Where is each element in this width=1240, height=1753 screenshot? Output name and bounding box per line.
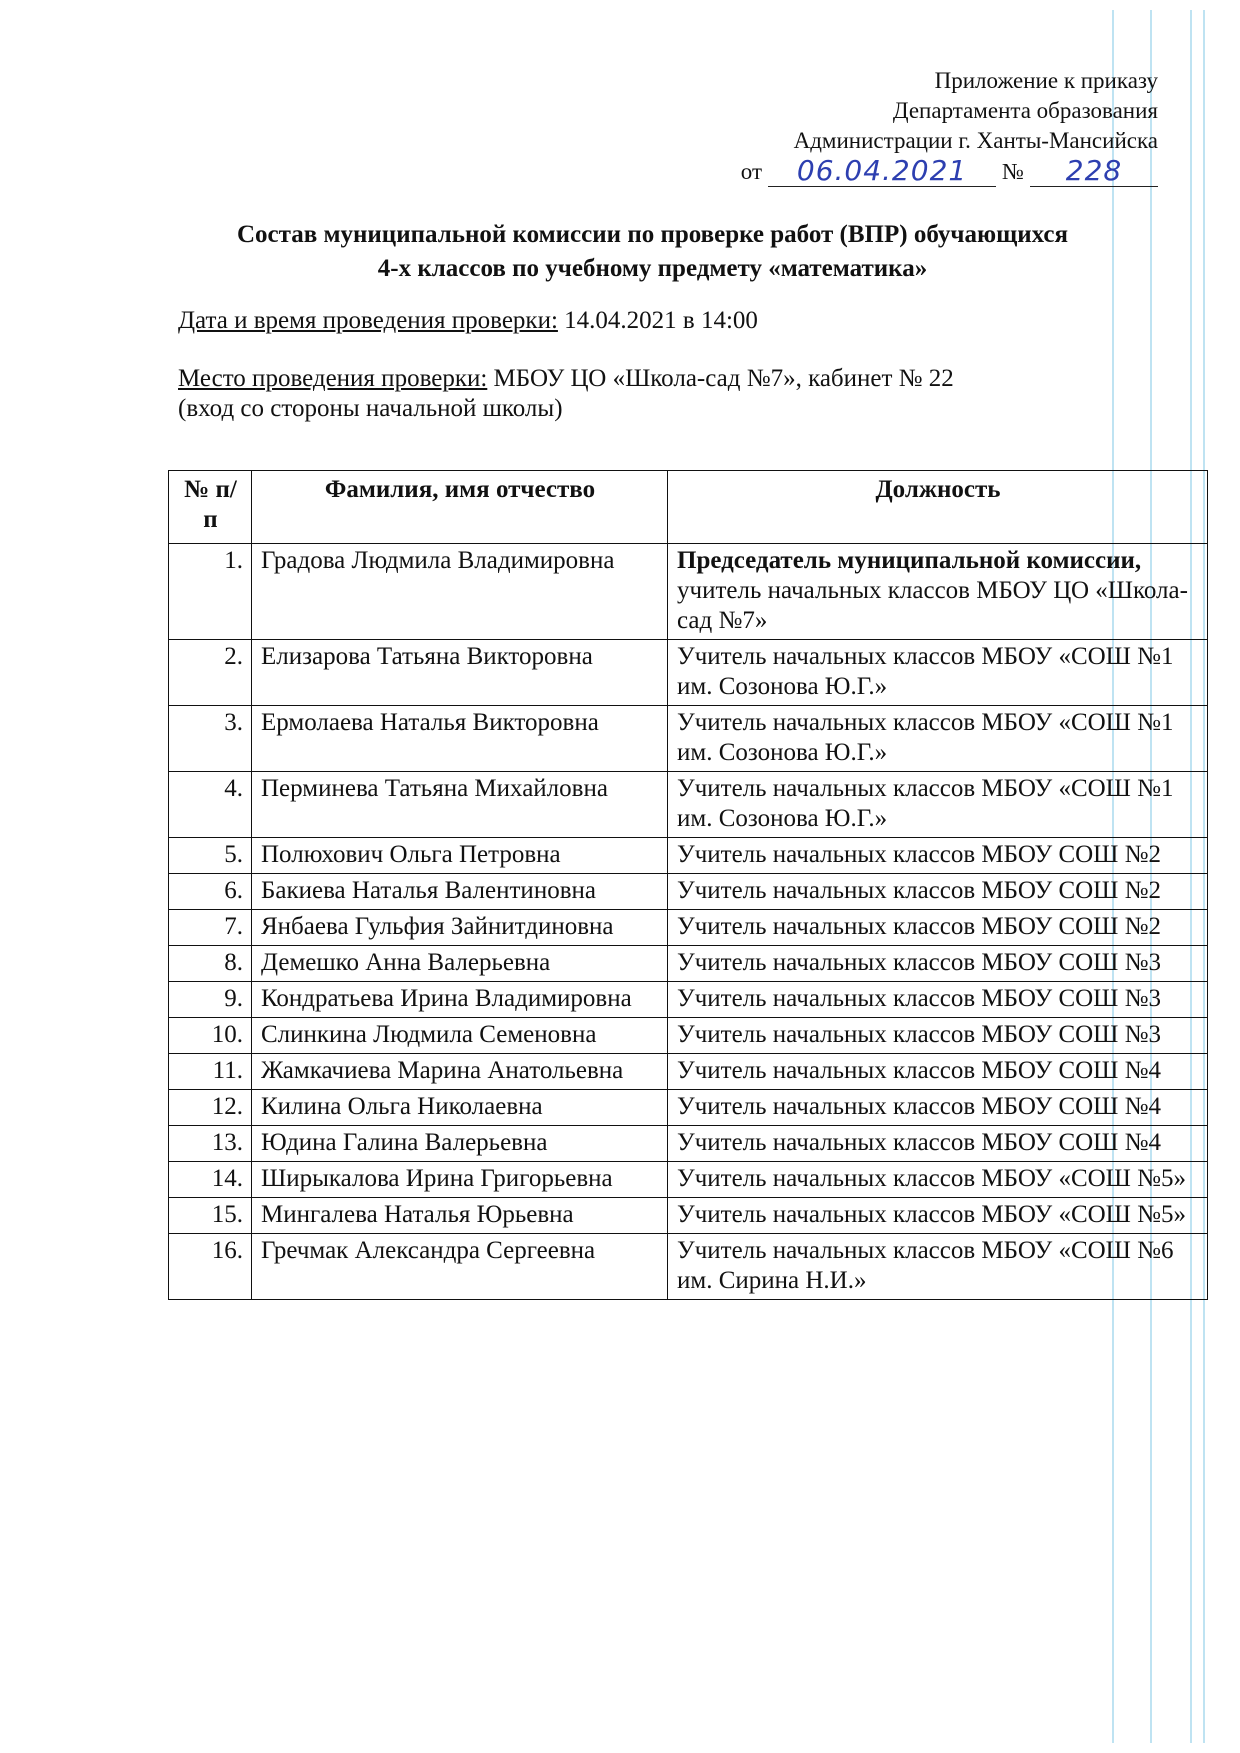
position-text: Учитель начальных классов МБОУ «СОШ №5» <box>677 1201 1186 1228</box>
number-label: № <box>1002 159 1024 184</box>
member-name: Ширыкалова Ирина Григорьевна <box>252 1162 668 1198</box>
table-row <box>169 544 1208 640</box>
row-number: 16. <box>169 1234 252 1300</box>
appendix-line: Администрации г. Ханты-Мансийска <box>793 128 1158 153</box>
position-text: Учитель начальных классов МБОУ «СОШ №1 им. Созонова Ю.Г.» <box>677 643 1174 700</box>
member-name: Перминева Татьяна Михайловна <box>252 772 668 838</box>
table-row <box>169 910 1208 946</box>
check-place-label: Место проведения проверки: <box>178 365 488 392</box>
check-datetime <box>178 306 1138 336</box>
member-name: Кондратьева Ирина Владимировна <box>252 982 668 1018</box>
order-date-handwritten: 06.04.2021 <box>768 156 996 187</box>
row-number: 15. <box>169 1198 252 1234</box>
title-line: 4-х классов по учебному предмету «математика» <box>377 255 928 282</box>
member-name: Мингалева Наталья Юрьевна <box>252 1198 668 1234</box>
member-position <box>668 946 1208 982</box>
position-text: Учитель начальных классов МБОУ СОШ №4 <box>677 1129 1161 1156</box>
row-number: 9. <box>169 982 252 1018</box>
position-text: Учитель начальных классов МБОУ «СОШ №5» <box>677 1165 1186 1192</box>
member-name: Ермолаева Наталья Викторовна <box>252 706 668 772</box>
row-number: 2. <box>169 640 252 706</box>
member-name: Полюхович Ольга Петровна <box>252 838 668 874</box>
check-place <box>178 364 1138 424</box>
row-number: 6. <box>169 874 252 910</box>
member-name: Жамкачиева Марина Анатольевна <box>252 1054 668 1090</box>
table-row <box>169 640 1208 706</box>
member-position <box>668 1162 1208 1198</box>
member-position <box>668 1234 1208 1300</box>
document-title <box>150 218 1155 286</box>
position-text: Учитель начальных классов МБОУ СОШ №3 <box>677 949 1161 976</box>
member-name: Гречмак Александра Сергеевна <box>252 1234 668 1300</box>
check-place-value: МБОУ ЦО «Школа-сад №7», кабинет № 22 <box>487 365 954 392</box>
member-position <box>668 1126 1208 1162</box>
check-place-note: (вход со стороны начальной школы) <box>178 395 563 422</box>
table-row <box>169 1018 1208 1054</box>
order-reference <box>741 156 1158 187</box>
member-name: Градова Людмила Владимировна <box>252 544 668 640</box>
member-position <box>668 640 1208 706</box>
member-position <box>668 910 1208 946</box>
position-text: Учитель начальных классов МБОУ СОШ №2 <box>677 877 1161 904</box>
check-datetime-value: 14.04.2021 в 14:00 <box>557 307 758 334</box>
table-row <box>169 706 1208 772</box>
table-row <box>169 982 1208 1018</box>
table-row <box>169 1090 1208 1126</box>
member-name: Демешко Анна Валерьевна <box>252 946 668 982</box>
check-datetime-label: Дата и время проведения проверки: <box>178 307 558 334</box>
row-number: 14. <box>169 1162 252 1198</box>
table-row <box>169 1054 1208 1090</box>
row-number: 8. <box>169 946 252 982</box>
position-text: Учитель начальных классов МБОУ «СОШ №1 им. Созонова Ю.Г.» <box>677 775 1174 832</box>
member-name: Елизарова Татьяна Викторовна <box>252 640 668 706</box>
row-number: 5. <box>169 838 252 874</box>
row-number: 12. <box>169 1090 252 1126</box>
table-row <box>169 838 1208 874</box>
member-position <box>668 982 1208 1018</box>
table-row <box>169 874 1208 910</box>
member-position <box>668 772 1208 838</box>
order-number-handwritten: 228 <box>1030 156 1158 187</box>
row-number: 4. <box>169 772 252 838</box>
table-row <box>169 772 1208 838</box>
member-position <box>668 1198 1208 1234</box>
row-number: 10. <box>169 1018 252 1054</box>
member-position <box>668 544 1208 640</box>
member-position <box>668 838 1208 874</box>
member-name: Янбаева Гульфия Зайнитдиновна <box>252 910 668 946</box>
column-header-name: Фамилия, имя отчество <box>252 471 668 544</box>
position-text: Учитель начальных классов МБОУ СОШ №4 <box>677 1093 1161 1120</box>
table-row <box>169 1126 1208 1162</box>
member-position <box>668 1018 1208 1054</box>
table-header-row <box>169 471 1208 544</box>
appendix-line: Департамента образования <box>892 98 1158 123</box>
position-text: Учитель начальных классов МБОУ СОШ №2 <box>677 841 1161 868</box>
title-line: Состав муниципальной комиссии по проверке работ (ВПР) обучающихся <box>236 221 1069 248</box>
appendix-line: Приложение к приказу <box>934 68 1158 93</box>
table-row <box>169 1234 1208 1300</box>
member-position <box>668 1090 1208 1126</box>
row-number: 7. <box>169 910 252 946</box>
order-appendix-header <box>741 66 1158 187</box>
position-text: Учитель начальных классов МБОУ СОШ №4 <box>677 1057 1161 1084</box>
table-row <box>169 946 1208 982</box>
member-position <box>668 706 1208 772</box>
position-text: Учитель начальных классов МБОУ СОШ №2 <box>677 913 1161 940</box>
member-position <box>668 1054 1208 1090</box>
position-text: Учитель начальных классов МБОУ СОШ №3 <box>677 985 1161 1012</box>
position-text: Учитель начальных классов МБОУ СОШ №3 <box>677 1021 1161 1048</box>
member-position <box>668 874 1208 910</box>
member-name: Бакиева Наталья Валентиновна <box>252 874 668 910</box>
table-row <box>169 1198 1208 1234</box>
table-row <box>169 1162 1208 1198</box>
position-text: Учитель начальных классов МБОУ «СОШ №1 им. Созонова Ю.Г.» <box>677 709 1174 766</box>
row-number: 3. <box>169 706 252 772</box>
row-number: 1. <box>169 544 252 640</box>
row-number: 13. <box>169 1126 252 1162</box>
member-name: Килина Ольга Николаевна <box>252 1090 668 1126</box>
position-text: учитель начальных классов МБОУ ЦО «Школа-сад №7» <box>677 577 1188 634</box>
member-name: Слинкина Людмила Семеновна <box>252 1018 668 1054</box>
column-header-number: № п/п <box>169 471 252 544</box>
member-name: Юдина Галина Валерьевна <box>252 1126 668 1162</box>
from-label: от <box>740 159 763 184</box>
column-header-position: Должность <box>668 471 1208 544</box>
position-role-bold: Председатель муниципальной комиссии, <box>677 547 1142 574</box>
position-text: Учитель начальных классов МБОУ «СОШ №6 им. Сирина Н.И.» <box>677 1237 1174 1294</box>
commission-table <box>168 470 1208 1300</box>
row-number: 11. <box>169 1054 252 1090</box>
